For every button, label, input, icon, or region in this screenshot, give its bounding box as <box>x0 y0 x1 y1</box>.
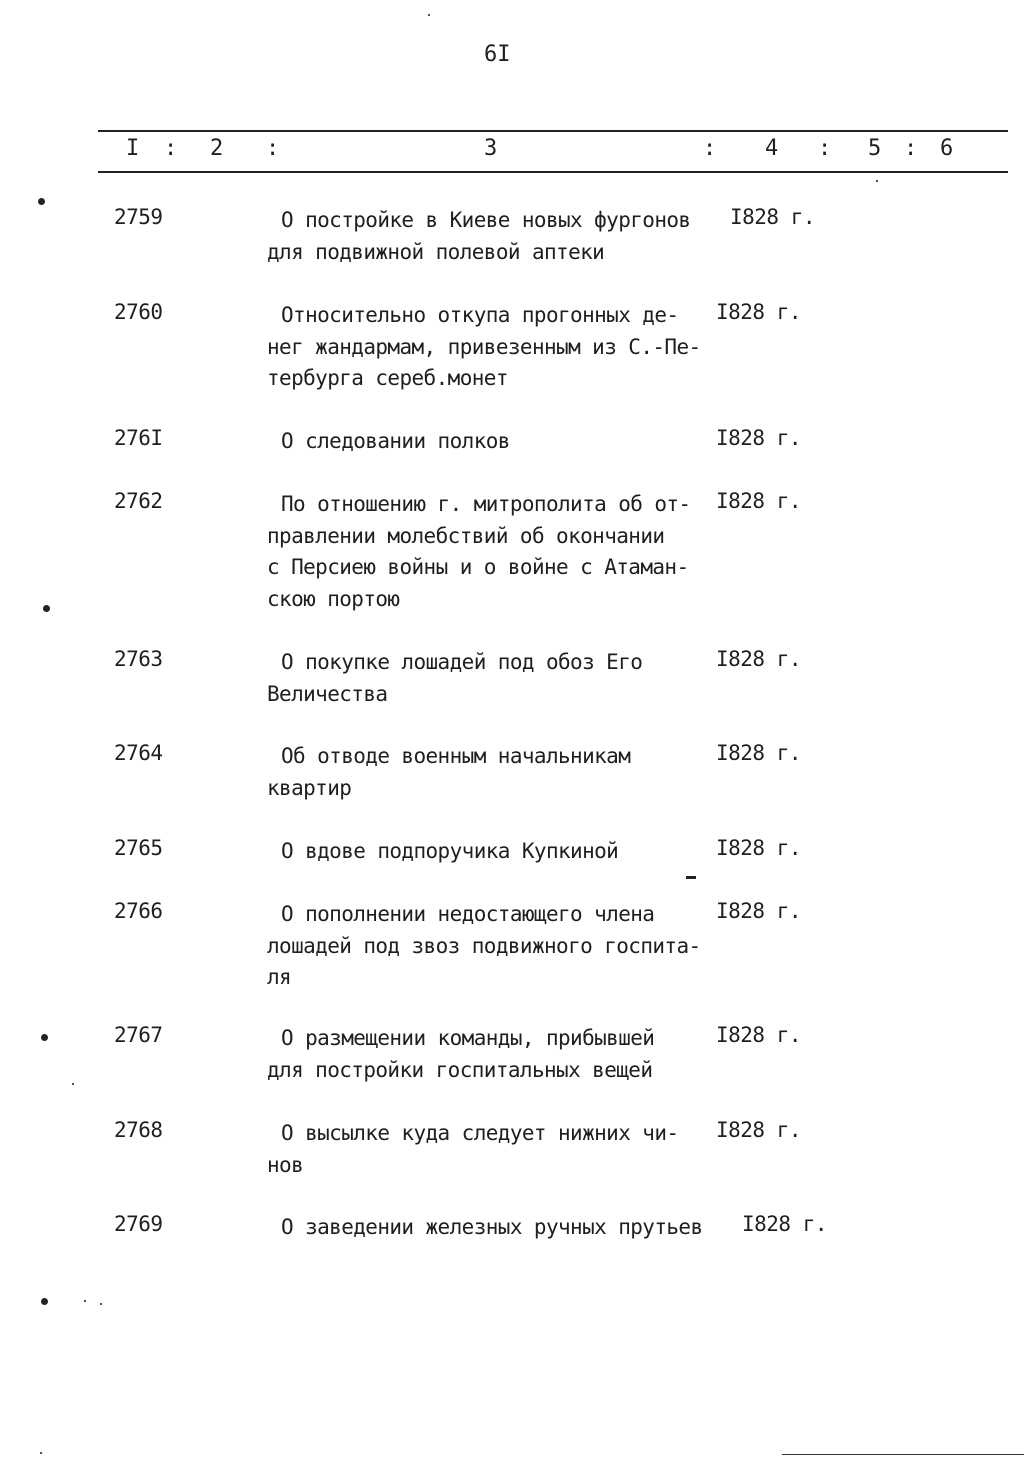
entry-date: I828 г. <box>716 741 802 765</box>
entry-title: О вдове подпоручика Купкиной <box>281 839 619 863</box>
entry-date: I828 г. <box>716 899 802 923</box>
entry-title: О пополнении недостающего члена лошадей под звоз подвижного госпита- ля <box>267 902 701 989</box>
scan-speck <box>72 1083 74 1085</box>
column-separator: : <box>266 136 280 161</box>
entry-title: О покупке лошадей под обоз Его Величества <box>267 650 643 706</box>
entry-date: I828 г. <box>716 489 802 513</box>
column-header-3: 3 <box>484 136 498 161</box>
entry-number: 2764 <box>114 741 163 765</box>
column-header-6: 6 <box>940 136 954 161</box>
entry-title: О следовании полков <box>281 429 510 453</box>
binding-hole-mark <box>43 605 50 612</box>
column-header-2: 2 <box>210 136 224 161</box>
entry-number: 2766 <box>114 899 163 923</box>
entry-title: О размещении команды, прибывшей для постройки госпитальных вещей <box>267 1026 655 1082</box>
header-top-rule <box>98 130 1008 132</box>
page-bottom-rule <box>782 1454 1024 1455</box>
scan-speck <box>100 1303 102 1305</box>
column-separator: : <box>904 136 918 161</box>
scan-speck <box>84 1300 86 1302</box>
entry-date: I828 г. <box>716 1023 802 1047</box>
entry-date: I828 г. <box>716 300 802 324</box>
column-separator: : <box>818 136 832 161</box>
entry-number: 2762 <box>114 489 163 513</box>
column-header-5: 5 <box>868 136 882 161</box>
entry-title: О заведении железных ручных прутьев <box>281 1215 703 1239</box>
scan-speck <box>876 180 878 182</box>
entry-date: I828 г. <box>716 647 802 671</box>
column-separator: : <box>164 136 178 161</box>
entry-number: 2768 <box>114 1118 163 1142</box>
entry-number: 2760 <box>114 300 163 324</box>
scan-speck <box>40 1452 42 1454</box>
entry-number: 2767 <box>114 1023 163 1047</box>
entry-number: 2763 <box>114 647 163 671</box>
column-header-row <box>0 136 1024 166</box>
entry-number: 2769 <box>114 1212 163 1236</box>
binding-hole-mark <box>41 1034 48 1041</box>
entry-title: Об отводе военным начальникам квартир <box>267 744 631 800</box>
entry-title: О постройке в Киеве новых фургонов для подвижной полевой аптеки <box>267 208 691 264</box>
column-separator: : <box>703 136 717 161</box>
entry-title: Относительно откупа прогонных де- нег жандармам, привезенным из С.-Пе- тербурга сереб.монет <box>267 303 701 390</box>
entry-title: О высылке куда следует нижних чи- нов <box>267 1121 679 1177</box>
entry-date: I828 г. <box>716 426 802 450</box>
column-header-1: I <box>126 136 140 161</box>
header-bottom-rule <box>98 171 1008 173</box>
entry-date: I828 г. <box>742 1212 828 1236</box>
entry-title: По отношению г. митрополита об от- правлении молебствий об окончании с Персиею войны и о войне с Атаман- скою портою <box>267 492 691 611</box>
entry-number: 2759 <box>114 205 163 229</box>
scan-speck <box>428 14 430 16</box>
entry-date: I828 г. <box>716 1118 802 1142</box>
page-number: 6I <box>484 42 511 67</box>
entry-date: I828 г. <box>716 836 802 860</box>
binding-hole-mark <box>41 1298 48 1305</box>
scan-speck <box>686 876 696 879</box>
entry-number: 2765 <box>114 836 163 860</box>
column-header-4: 4 <box>765 136 779 161</box>
binding-hole-mark <box>38 198 45 205</box>
entry-date: I828 г. <box>730 205 816 229</box>
entry-number: 276I <box>114 426 163 450</box>
